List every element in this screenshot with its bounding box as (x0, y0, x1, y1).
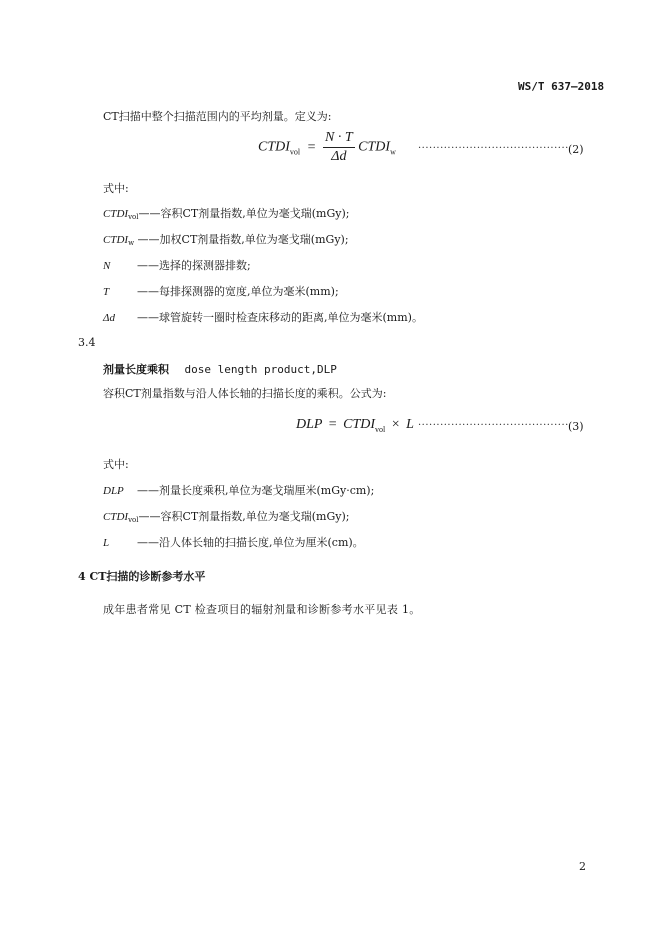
formula-2-numerator: N · T (323, 130, 355, 148)
formula-2-number: (2) (568, 143, 584, 156)
section-4-body: 成年患者常见 CT 检查项目的辐射剂量和诊断参考水平见表 1。 (103, 603, 421, 616)
formula-3-lhs: DLP (296, 417, 323, 432)
def-symbol-sub: vol (128, 516, 139, 524)
formula-2-lhs-sub: vol (289, 147, 301, 157)
formula-3 (296, 417, 414, 434)
def-symbol: CTDI (103, 234, 129, 246)
def-symbol-sub: w (128, 239, 135, 247)
section-4-heading: 4 CT扫描的诊断参考水平 (78, 570, 206, 583)
def-ctdiw (103, 231, 349, 247)
def-symbol: Δd (103, 312, 115, 324)
where-label-2: 式中: (103, 182, 129, 195)
section-number-3-4: 3.4 (78, 336, 96, 349)
def-text: ——选择的探测器排数; (137, 259, 251, 272)
formula-3-times: × (391, 417, 400, 432)
formula-2-lhs: CTDI (258, 139, 290, 155)
formula-3-ctdi-sub: vol (375, 425, 386, 434)
def-delta-d (103, 309, 423, 325)
term-dlp (103, 361, 337, 377)
def-symbol-sub: vol (128, 213, 139, 221)
formula-2-rhs: CTDI (358, 139, 391, 155)
def-text: ——容积CT剂量指数,单位为毫戈瑞(mGy); (138, 207, 350, 220)
def-symbol: CTDI (103, 208, 129, 220)
formula-2-denominator: Δd (331, 149, 347, 164)
def-dlp (103, 482, 374, 498)
where-label-3: 式中: (103, 458, 129, 471)
def-symbol: DLP (103, 485, 124, 497)
term-en: dose length product,DLP (184, 363, 337, 376)
def-text: ——球管旋转一圈时检查床移动的距离,单位为毫米(mm)。 (137, 311, 423, 324)
formula-2 (258, 130, 396, 165)
def-n (103, 257, 251, 273)
formula-2-leader-dots: ········································· (418, 143, 569, 154)
def-symbol: T (103, 286, 110, 298)
def-symbol: CTDI (103, 511, 129, 523)
def-text: ——加权CT剂量指数,单位为毫戈瑞(mGy); (134, 233, 349, 246)
formula-3-number: (3) (568, 420, 584, 433)
def-text: ——容积CT剂量指数,单位为毫戈瑞(mGy); (138, 510, 350, 523)
formula-3-eq: = (328, 417, 337, 432)
def-ctdivol (103, 205, 349, 221)
formula-3-ctdi: CTDI (343, 417, 376, 432)
def-text: ——每排探测器的宽度,单位为毫米(mm); (137, 285, 339, 298)
term-cn: 剂量长度乘积 (103, 363, 169, 376)
def-symbol: L (103, 537, 110, 549)
ctdivol-intro: CT扫描中整个扫描范围内的平均剂量。定义为: (103, 110, 332, 123)
def-t (103, 283, 339, 299)
dlp-intro: 容积CT剂量指数与沿人体长轴的扫描长度的乘积。公式为: (103, 387, 387, 400)
def-l (103, 534, 364, 550)
standard-code: WS/T 637—2018 (518, 80, 605, 93)
formula-3-leader-dots: ········································· (418, 420, 569, 431)
def-symbol: N (103, 260, 111, 272)
def-text: ——剂量长度乘积,单位为毫戈瑞厘米(mGy·cm); (137, 484, 375, 497)
page-number: 2 (579, 860, 586, 873)
formula-2-eq: = (307, 139, 316, 155)
formula-2-fraction (323, 130, 355, 165)
formula-3-l: L (406, 417, 414, 432)
def-text: ——沿人体长轴的扫描长度,单位为厘米(cm)。 (137, 536, 364, 549)
def-ctdivol-2 (103, 508, 349, 524)
formula-2-rhs-sub: w (390, 147, 396, 157)
